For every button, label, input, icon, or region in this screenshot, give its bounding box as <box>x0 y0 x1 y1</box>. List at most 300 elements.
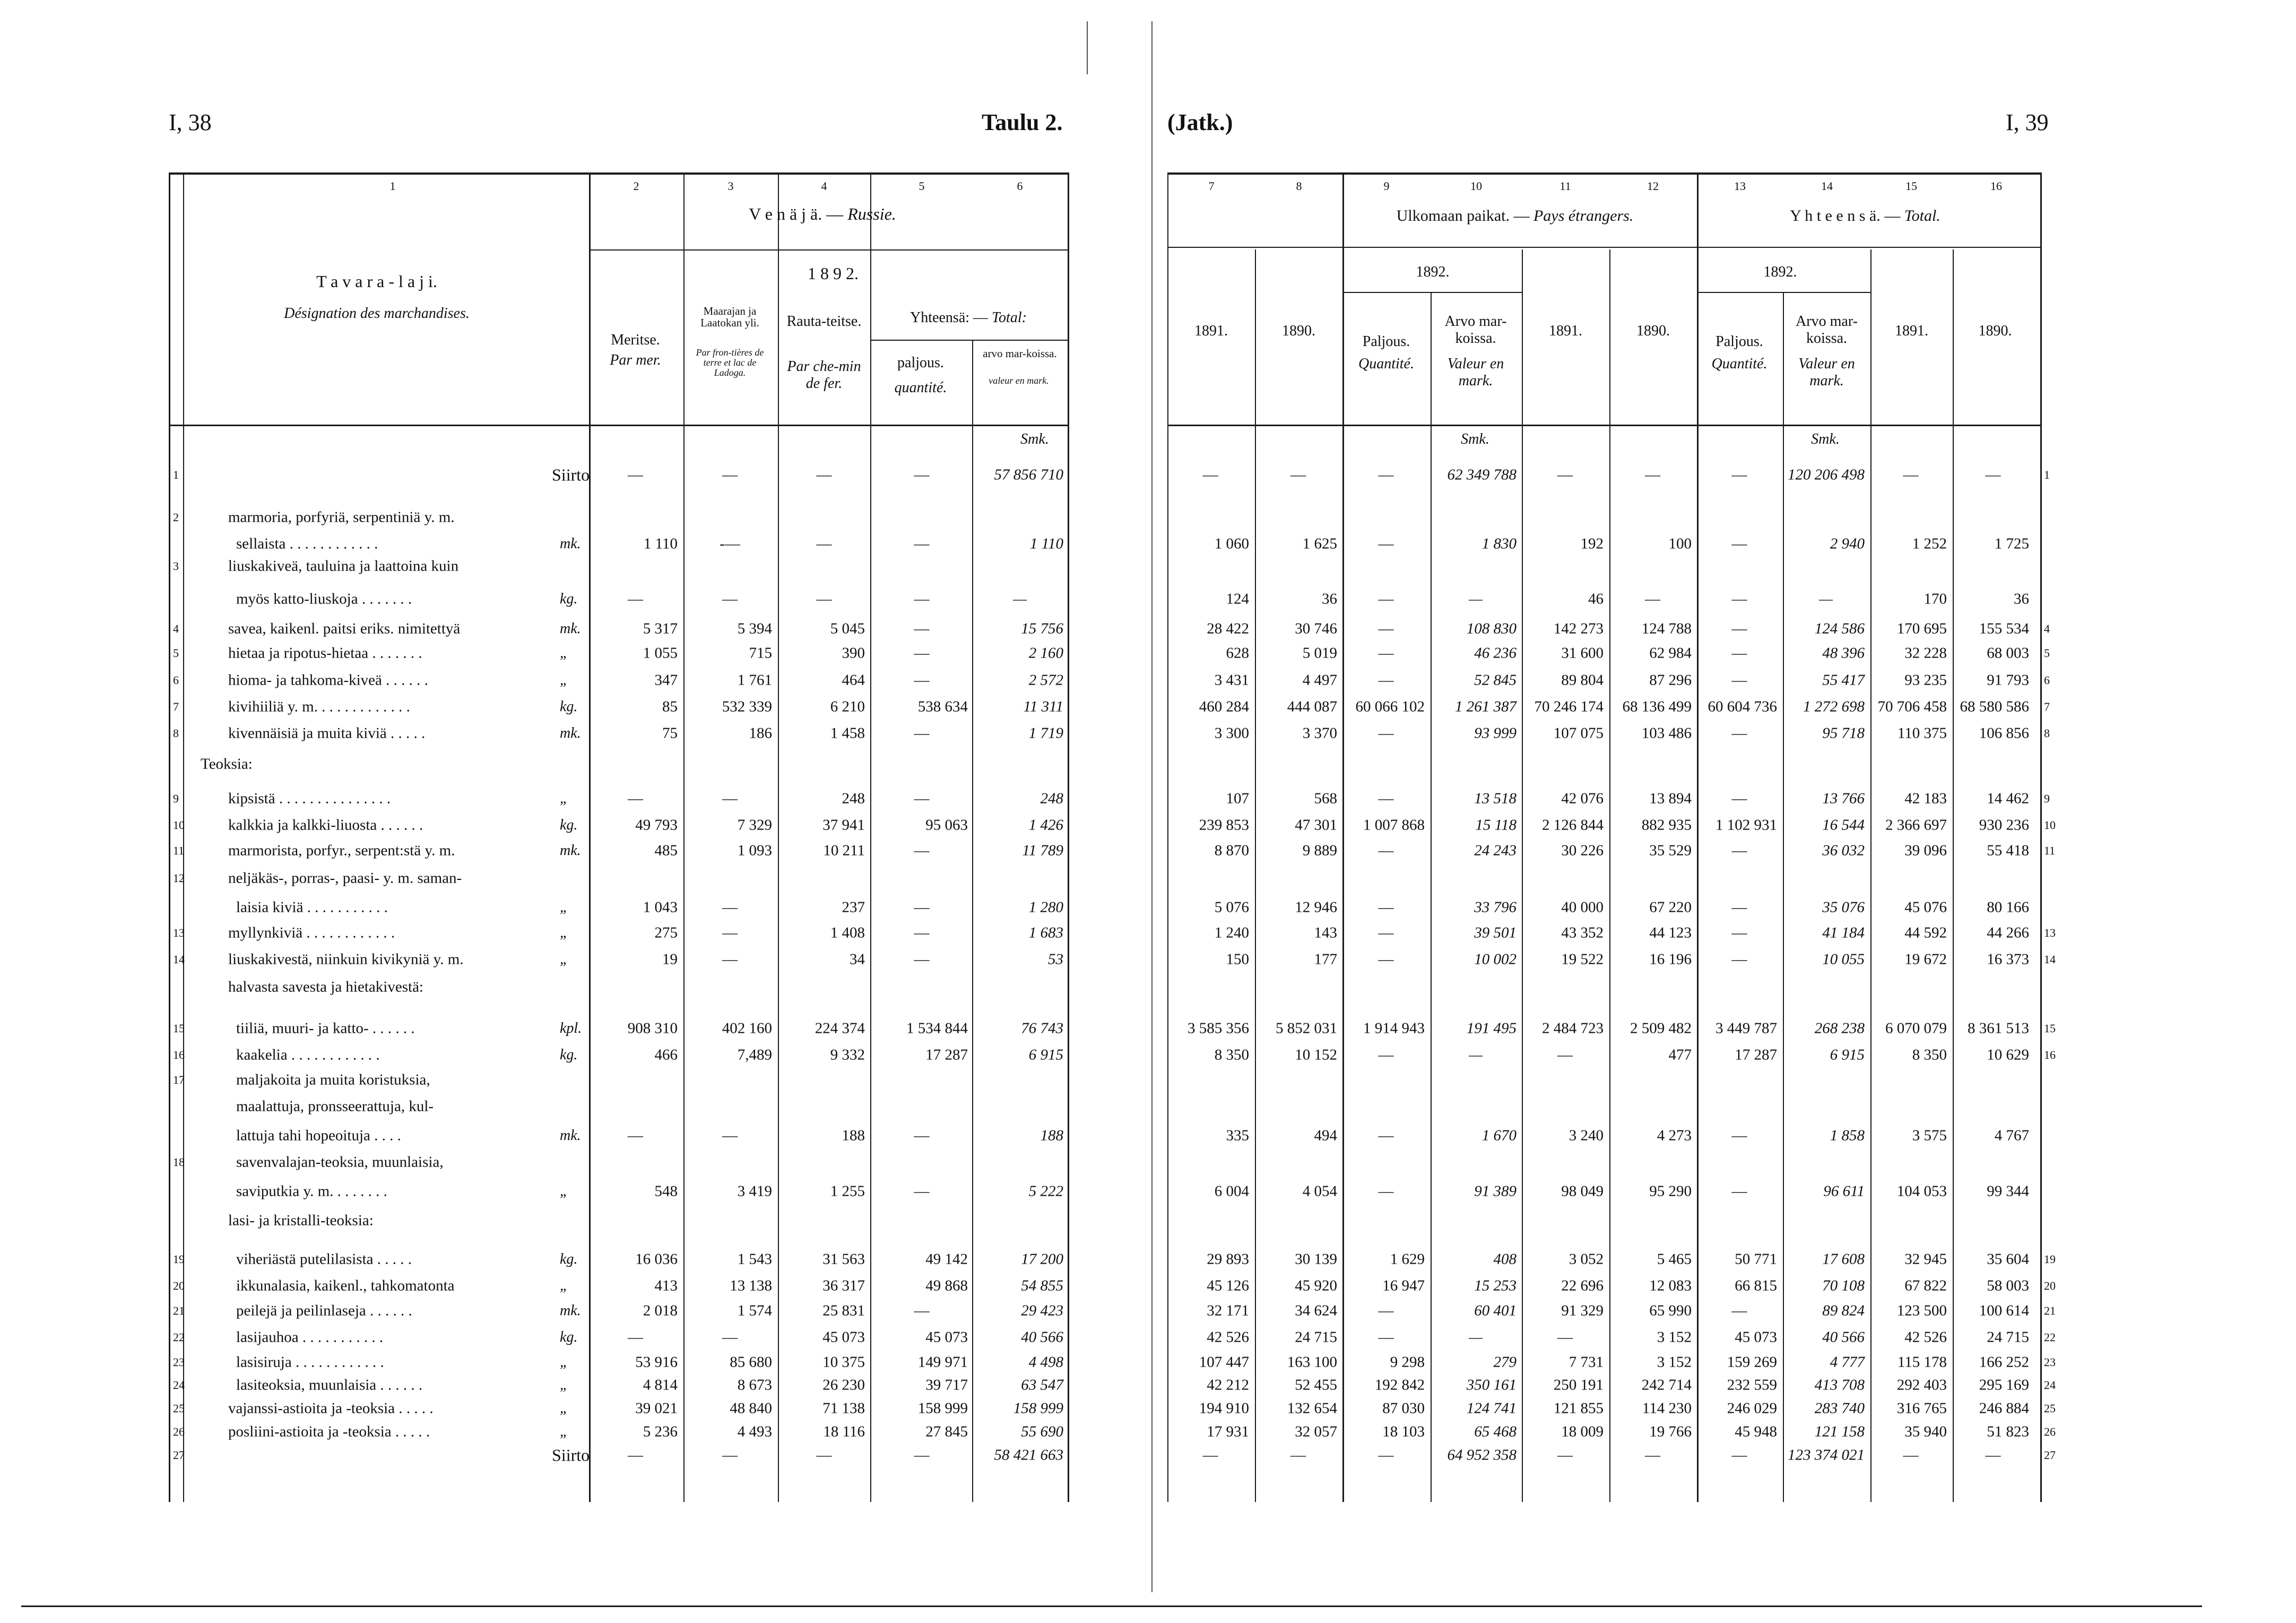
value-cell: 32 171 <box>1207 1302 1249 1319</box>
column-number: 13 <box>1734 179 1746 193</box>
value-cell: 57 856 710 <box>994 466 1063 484</box>
column-rule <box>2040 172 2042 1502</box>
value-cell: 58 421 663 <box>994 1446 1063 1464</box>
header-quantite-b: Quantité. <box>1711 356 1768 372</box>
row-rule <box>1167 247 2040 248</box>
value-cell: 4 498 <box>1028 1353 1063 1371</box>
value-cell: 87 030 <box>1382 1400 1425 1417</box>
value-cell: 42 526 <box>1207 1328 1249 1346</box>
row-label: posliini-astioita ja -teoksia . . . . . <box>228 1423 430 1440</box>
value-cell: 350 161 <box>1466 1376 1517 1394</box>
header-valeur: valeur en mark. <box>989 375 1049 386</box>
value-cell: 70 706 458 <box>1877 698 1947 715</box>
value-cell: — <box>1378 1046 1394 1064</box>
row-label: hioma- ja tahkoma-kiveä . . . . . . <box>228 671 428 689</box>
value-cell: — <box>722 924 738 942</box>
value-cell: 413 708 <box>1814 1376 1865 1394</box>
row-label: peilejä ja peilinlaseja . . . . . . <box>236 1302 412 1319</box>
value-cell: 408 <box>1493 1250 1517 1268</box>
row-label: tiiliä, muuri- ja katto- . . . . . . <box>236 1020 415 1037</box>
row-number-right: 14 <box>2044 953 2056 966</box>
value-cell: 155 534 <box>1979 620 2029 637</box>
row-unit: mk. <box>560 725 581 741</box>
value-cell: 194 910 <box>1199 1400 1249 1417</box>
column-rule <box>169 172 170 1502</box>
value-cell: 24 715 <box>1295 1328 1337 1346</box>
group-header-russia: V e n ä j ä. — Russie. <box>749 204 896 223</box>
value-cell: 16 196 <box>1649 951 1692 968</box>
row-number-right: 10 <box>2044 818 2056 832</box>
value-cell: 10 055 <box>1822 951 1865 968</box>
value-cell: — <box>1013 590 1027 608</box>
row-unit: kg. <box>560 1329 578 1345</box>
value-cell: 250 191 <box>1553 1376 1604 1394</box>
value-cell: 568 <box>1314 790 1337 807</box>
value-cell: — <box>914 790 930 807</box>
row-label: maalattuja, pronsseerattuja, kul- <box>236 1098 434 1115</box>
column-number: 8 <box>1296 179 1302 193</box>
value-cell: 123 500 <box>1896 1302 1947 1319</box>
value-cell: 60 066 102 <box>1355 698 1425 715</box>
value-cell: 75 <box>662 724 678 742</box>
value-cell: 1 719 <box>1028 724 1063 742</box>
value-cell: — <box>1645 1446 1660 1464</box>
value-cell: — <box>1731 535 1747 552</box>
value-cell: 1 055 <box>643 644 678 662</box>
value-cell: 1 110 <box>1029 535 1063 552</box>
value-cell: 158 999 <box>1013 1400 1063 1417</box>
value-cell: 55 417 <box>1822 671 1865 689</box>
value-cell: 65 468 <box>1474 1423 1517 1440</box>
value-cell: 6 004 <box>1214 1182 1249 1200</box>
value-cell: 121 855 <box>1553 1400 1604 1417</box>
left-page-number: I, 38 <box>169 109 212 135</box>
value-cell: 2 572 <box>1028 671 1063 689</box>
value-cell: 35 940 <box>1904 1423 1947 1440</box>
column-number: 6 <box>1017 179 1023 193</box>
row-unit: mk. <box>560 620 581 637</box>
value-cell: 3 419 <box>737 1182 772 1200</box>
value-cell: 48 396 <box>1822 644 1865 662</box>
row-number: 9 <box>173 792 179 805</box>
row-number-right: 15 <box>2044 1022 2056 1035</box>
row-rule <box>870 340 1068 341</box>
row-number-right: 13 <box>2044 926 2056 939</box>
row-unit: kg. <box>560 1047 578 1063</box>
value-cell: — <box>1557 1046 1573 1064</box>
value-cell: — <box>722 590 738 608</box>
value-cell: 31 563 <box>822 1250 865 1268</box>
value-cell: — <box>1731 1182 1747 1200</box>
value-cell: 192 <box>1580 535 1604 552</box>
value-cell: — <box>914 951 930 968</box>
row-number: 14 <box>173 953 185 966</box>
header-meritse: Meritse. <box>611 332 660 348</box>
value-cell: 16 036 <box>635 1250 678 1268</box>
value-cell: 390 <box>842 644 865 662</box>
value-cell: — <box>628 590 643 608</box>
value-cell: 120 206 498 <box>1788 466 1865 484</box>
value-cell: 106 856 <box>1979 724 2029 742</box>
value-cell: 17 287 <box>1735 1046 1777 1064</box>
value-cell: — <box>1731 644 1747 662</box>
value-cell: — <box>1378 671 1394 689</box>
value-cell: 1 060 <box>1214 535 1249 552</box>
value-cell: — <box>1819 590 1833 608</box>
value-cell: 1 252 <box>1912 535 1947 552</box>
row-label: neljäkäs-, porras-, paasi- y. m. saman- <box>228 869 462 887</box>
row-label: vajanssi-astioita ja -teoksia . . . . . <box>228 1400 434 1417</box>
value-cell: 1 007 868 <box>1363 816 1425 834</box>
row-number-right: 1 <box>2044 468 2050 481</box>
row-number-right: 21 <box>2044 1304 2056 1317</box>
value-cell: 54 855 <box>1021 1277 1063 1294</box>
column-number: 1 <box>389 179 396 193</box>
value-cell: 46 236 <box>1474 644 1517 662</box>
year-header-total: 1892. <box>1763 264 1797 280</box>
value-cell: 36 <box>2014 590 2029 608</box>
value-cell: 47 301 <box>1295 816 1337 834</box>
header-1891-a: 1891. <box>1194 323 1228 339</box>
value-cell: — <box>1469 1328 1483 1346</box>
value-cell: 95 063 <box>925 816 968 834</box>
row-label: kaakelia . . . . . . . . . . . . <box>236 1046 380 1064</box>
value-cell: 6 210 <box>830 698 865 715</box>
value-cell: 95 290 <box>1649 1182 1692 1200</box>
column-number: 5 <box>919 179 925 193</box>
row-number: 15 <box>173 1022 185 1035</box>
row-label: lasisiruja . . . . . . . . . . . . <box>236 1353 384 1371</box>
row-unit: „ <box>560 790 568 807</box>
value-cell: 5 236 <box>643 1423 678 1440</box>
value-cell: 16 544 <box>1822 816 1865 834</box>
value-cell: 44 123 <box>1649 924 1692 942</box>
value-cell: 49 142 <box>925 1250 968 1268</box>
value-cell: — <box>1903 1446 1919 1464</box>
value-cell: 188 <box>842 1127 865 1144</box>
value-cell: — <box>722 899 738 916</box>
row-label: Siirto <box>552 1445 590 1465</box>
value-cell: 100 614 <box>1979 1302 2029 1319</box>
column-label-fi: T a v a r a - l a j i. <box>316 272 437 291</box>
value-cell: 2 484 723 <box>1542 1020 1604 1037</box>
row-number: 6 <box>173 674 179 687</box>
value-cell: 45 073 <box>1735 1328 1777 1346</box>
column-number: 14 <box>1821 179 1833 193</box>
column-rule <box>972 340 973 1502</box>
value-cell: 42 526 <box>1904 1328 1947 1346</box>
value-cell: 91 329 <box>1561 1302 1604 1319</box>
header-quantite: quantité. <box>894 379 947 396</box>
value-cell: 110 375 <box>1897 724 1947 742</box>
value-cell: 99 344 <box>1987 1182 2029 1200</box>
value-cell: 45 920 <box>1295 1277 1337 1294</box>
row-number-right: 25 <box>2044 1402 2056 1415</box>
value-cell: 100 <box>1668 535 1692 552</box>
value-cell: 17 931 <box>1207 1423 1249 1440</box>
row-label: kipsistä . . . . . . . . . . . . . . . <box>228 790 391 807</box>
row-number: 12 <box>173 871 185 885</box>
value-cell: 50 771 <box>1735 1250 1777 1268</box>
value-cell: 107 <box>1226 790 1249 807</box>
value-cell: — <box>722 1127 738 1144</box>
row-number: 23 <box>173 1356 185 1369</box>
value-cell: 9 332 <box>830 1046 865 1064</box>
value-cell: 89 804 <box>1561 671 1604 689</box>
row-label: saviputkia y. m. . . . . . . . <box>236 1182 387 1200</box>
row-label: kivihiiliä y. m. . . . . . . . . . . . . <box>228 698 410 715</box>
value-cell: — <box>1557 1328 1573 1346</box>
value-cell: — <box>1731 724 1747 742</box>
value-cell: 70 246 174 <box>1534 698 1604 715</box>
value-cell: 3 431 <box>1214 671 1249 689</box>
row-unit: „ <box>560 645 568 661</box>
row-number: 13 <box>173 926 185 939</box>
value-cell: 8 361 513 <box>1968 1020 2029 1037</box>
value-cell: 98 049 <box>1561 1182 1604 1200</box>
value-cell: 3 585 356 <box>1188 1020 1249 1037</box>
value-cell: 532 339 <box>722 698 772 715</box>
value-cell: 163 100 <box>1287 1353 1337 1371</box>
value-cell: 30 746 <box>1295 620 1337 637</box>
value-cell: 36 <box>1322 590 1337 608</box>
row-unit: „ <box>560 1354 568 1370</box>
value-cell: — <box>1378 590 1394 608</box>
value-cell: 8 673 <box>737 1376 772 1394</box>
value-cell: 413 <box>654 1277 678 1294</box>
row-rule <box>1167 172 2040 175</box>
value-cell: 108 830 <box>1466 620 1517 637</box>
row-number-right: 6 <box>2044 674 2050 687</box>
currency-mark-left: Smk. <box>1020 431 1049 447</box>
value-cell: — <box>914 1446 930 1464</box>
value-cell: — <box>1378 899 1394 916</box>
value-cell: — <box>628 466 643 484</box>
value-cell: 10 211 <box>823 842 865 859</box>
value-cell: — <box>1731 899 1747 916</box>
value-cell: 6 915 <box>1830 1046 1865 1064</box>
value-cell: 70 108 <box>1822 1277 1865 1294</box>
row-label: lasiteoksia, muunlaisia . . . . . . <box>236 1376 423 1394</box>
value-cell: 930 236 <box>1979 816 2029 834</box>
header-valeur-a: Valeur en mark. <box>1447 356 1504 390</box>
value-cell: 4 777 <box>1830 1353 1865 1371</box>
value-cell: 80 166 <box>1987 899 2029 916</box>
value-cell: 224 374 <box>815 1020 865 1037</box>
row-rule <box>169 172 1068 175</box>
value-cell: — <box>1378 924 1394 942</box>
value-cell: 232 559 <box>1727 1376 1777 1394</box>
value-cell: 5 045 <box>830 620 865 637</box>
row-number: 22 <box>173 1331 185 1344</box>
value-cell: 44 266 <box>1987 924 2029 942</box>
value-cell: 124 788 <box>1641 620 1692 637</box>
value-cell: 1 280 <box>1028 899 1063 916</box>
value-cell: 158 999 <box>917 1400 968 1417</box>
row-unit: „ <box>560 672 568 688</box>
value-cell: 36 317 <box>822 1277 865 1294</box>
value-cell: 45 126 <box>1207 1277 1249 1294</box>
value-cell: 41 184 <box>1822 924 1865 942</box>
value-cell: — <box>1378 644 1394 662</box>
value-cell: 68 136 499 <box>1622 698 1692 715</box>
row-number-right: 19 <box>2044 1253 2056 1266</box>
value-cell: 85 <box>662 698 678 715</box>
row-rule <box>169 425 1068 426</box>
row-number-right: 16 <box>2044 1048 2056 1061</box>
row-number: 5 <box>173 646 179 660</box>
value-cell: 11 311 <box>1023 698 1063 715</box>
value-cell: — <box>1378 724 1394 742</box>
row-number-right: 23 <box>2044 1356 2056 1369</box>
row-unit: kg. <box>560 591 578 607</box>
row-number-right: 22 <box>2044 1331 2056 1344</box>
value-cell: — <box>1557 1446 1573 1464</box>
value-cell: 444 087 <box>1287 698 1337 715</box>
value-cell: 3 300 <box>1214 724 1249 742</box>
value-cell: — <box>722 951 738 968</box>
value-cell: 39 717 <box>925 1376 968 1394</box>
value-cell: 192 842 <box>1374 1376 1425 1394</box>
row-unit: „ <box>560 1277 568 1294</box>
value-cell: — <box>722 790 738 807</box>
value-cell: 283 740 <box>1814 1400 1865 1417</box>
value-cell: — <box>1378 1446 1394 1464</box>
row-number-right: 24 <box>2044 1378 2056 1392</box>
currency-mark-total: Smk. <box>1811 431 1840 447</box>
value-cell: 95 718 <box>1822 724 1865 742</box>
row-unit: mk. <box>560 842 581 859</box>
value-cell: 17 608 <box>1822 1250 1865 1268</box>
value-cell: — <box>628 1127 643 1144</box>
value-cell: 1 093 <box>737 842 772 859</box>
value-cell: — <box>722 466 738 484</box>
value-cell: — <box>1469 1046 1483 1064</box>
value-cell: 170 <box>1924 590 1947 608</box>
value-cell: 464 <box>842 671 865 689</box>
value-cell: 402 160 <box>722 1020 772 1037</box>
value-cell: 186 <box>749 724 772 742</box>
value-cell: 5 465 <box>1657 1250 1692 1268</box>
value-cell: 460 284 <box>1199 698 1249 715</box>
value-cell: 5 222 <box>1028 1182 1063 1200</box>
value-cell: 4 493 <box>737 1423 772 1440</box>
value-cell: 42 183 <box>1904 790 1947 807</box>
value-cell: — <box>1731 951 1747 968</box>
value-cell: 22 696 <box>1561 1277 1604 1294</box>
header-yhteensa: Yhteensä: — Total: <box>910 309 1027 326</box>
value-cell: 19 <box>662 951 678 968</box>
row-label: viheriästä putelilasista . . . . . <box>236 1250 412 1268</box>
value-cell: 104 053 <box>1896 1182 1947 1200</box>
row-rule <box>21 1605 2202 1607</box>
value-cell: 2 160 <box>1028 644 1063 662</box>
year-header-foreign: 1892. <box>1416 264 1450 280</box>
value-cell: 62 349 788 <box>1447 466 1517 484</box>
value-cell: 43 352 <box>1561 924 1604 942</box>
value-cell: 60 604 736 <box>1708 698 1777 715</box>
value-cell: 908 310 <box>627 1020 678 1037</box>
value-cell: 103 486 <box>1641 724 1692 742</box>
value-cell: — <box>1731 1302 1747 1319</box>
header-paljous-b: Paljous. <box>1715 333 1763 350</box>
currency-mark-foreign: Smk. <box>1461 431 1489 447</box>
value-cell: 45 073 <box>822 1328 865 1346</box>
header-1890-c: 1890. <box>1978 323 2012 339</box>
value-cell: 5 317 <box>643 620 678 637</box>
value-cell: — <box>1378 951 1394 968</box>
row-number-right: 11 <box>2044 844 2056 857</box>
row-unit: „ <box>560 925 568 941</box>
value-cell: 715 <box>749 644 772 662</box>
value-cell: 39 021 <box>635 1400 678 1417</box>
column-number: 10 <box>1470 179 1482 193</box>
header-par-frontieres: Par fron-tières de terre et lac de Ladoga. <box>696 347 764 378</box>
value-cell: 24 715 <box>1987 1328 2029 1346</box>
row-unit: mk. <box>560 536 581 552</box>
value-cell: 32 057 <box>1295 1423 1337 1440</box>
value-cell: 25 831 <box>822 1302 865 1319</box>
value-cell: — <box>628 1446 643 1464</box>
value-cell: — <box>1731 924 1747 942</box>
value-cell: 124 586 <box>1814 620 1865 637</box>
value-cell: — <box>1731 1446 1747 1464</box>
value-cell: 10 002 <box>1474 951 1517 968</box>
row-label: lasijauhoa . . . . . . . . . . . <box>236 1328 384 1346</box>
row-label: marmorista, porfyr., serpent:stä y. m. <box>228 842 455 859</box>
value-cell: 91 793 <box>1987 671 2029 689</box>
value-cell: 36 032 <box>1822 842 1865 859</box>
value-cell: 44 592 <box>1904 924 1947 942</box>
value-cell: — <box>1645 466 1660 484</box>
value-cell: 1 043 <box>643 899 678 916</box>
value-cell: 34 624 <box>1295 1302 1337 1319</box>
row-number: 24 <box>173 1378 185 1392</box>
value-cell: 4 767 <box>1994 1127 2029 1144</box>
value-cell: 347 <box>654 671 678 689</box>
value-cell: — <box>816 535 832 552</box>
header-par-chemin: Par che-min de fer. <box>787 358 861 392</box>
row-unit: „ <box>560 1423 568 1440</box>
value-cell: 188 <box>1040 1127 1063 1144</box>
value-cell: 275 <box>654 924 678 942</box>
value-cell: 335 <box>1226 1127 1249 1144</box>
header-valeur-b: Valeur en mark. <box>1798 356 1855 390</box>
value-cell: 35 604 <box>1987 1250 2029 1268</box>
value-cell: — <box>914 535 930 552</box>
value-cell: — <box>1731 1127 1747 1144</box>
value-cell: 85 680 <box>730 1353 772 1371</box>
value-cell: 67 822 <box>1904 1277 1947 1294</box>
value-cell: 1 408 <box>830 924 865 942</box>
value-cell: 19 766 <box>1649 1423 1692 1440</box>
row-unit: kg. <box>560 817 578 833</box>
row-label: ikkunalasia, kaikenl., tahkomatonta <box>236 1277 455 1294</box>
value-cell: — <box>816 466 832 484</box>
column-number: 2 <box>633 179 639 193</box>
row-label: kalkkia ja kalkki-liuosta . . . . . . <box>228 816 423 834</box>
value-cell: 7 731 <box>1569 1353 1604 1371</box>
value-cell: 66 815 <box>1735 1277 1777 1294</box>
row-unit: „ <box>560 899 568 916</box>
value-cell: 1 240 <box>1214 924 1249 942</box>
value-cell: 17 287 <box>925 1046 968 1064</box>
value-cell: 93 235 <box>1904 671 1947 689</box>
value-cell: 64 952 358 <box>1447 1446 1517 1464</box>
value-cell: 62 984 <box>1649 644 1692 662</box>
row-label: halvasta savesta ja hietakivestä: <box>228 978 423 996</box>
value-cell: 13 894 <box>1649 790 1692 807</box>
